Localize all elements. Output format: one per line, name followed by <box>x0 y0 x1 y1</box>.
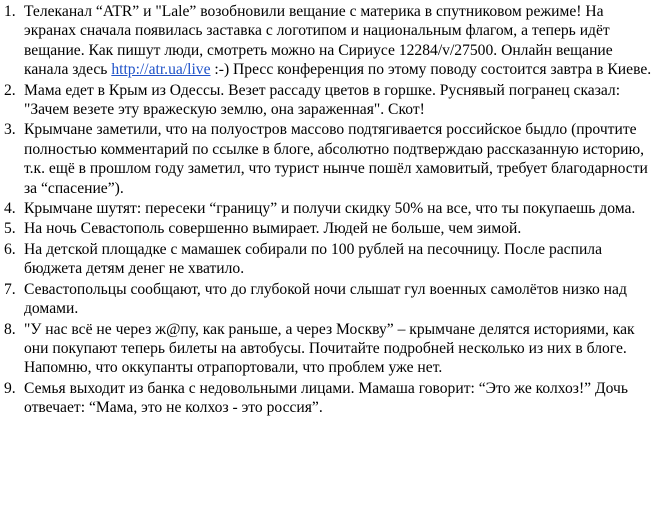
item-number: 3. <box>4 121 16 139</box>
item-text: Крымчане заметили, что на полуостров массово подтягивается российское быдло (прочтите полностью комментарий по ссылке в блоге, абсолютно подтверждаю рассказанную историю, т.к. ещё в прошлом году заметил, что турист нынче пошёл хамовитый, требует благодарности за “спасение”). <box>24 121 648 197</box>
list-item-7 <box>0 280 663 319</box>
item-text: На детской площадке с мамашек собирали по 100 рублей на песочницу. После распила бюджета детям денег не хватило. <box>24 240 602 278</box>
item-number: 8. <box>4 320 16 338</box>
item-text: На ночь Севастополь совершенно вымирает. Людей не больше, чем зимой. <box>24 220 522 238</box>
item-text: Семья выходит из банка с недовольными лицами. Мамаша говорит: “Это же колхоз!” Дочь отвечает: “Мама, это не колхоз - это россия”. <box>24 379 628 417</box>
item-text-before-link: Телеканал “ATR” и "Lale” возобновили вещание с материка в спутниковом режиме! На экранах сначала появилась заставка с логотипом и национальным флагом, а теперь идёт вещание. Как пишут люди, смотреть можно на Сириусе 12284/v/27500. Онлайн вещание канала здесь <box>24 3 613 79</box>
item-number: 1. <box>4 3 16 20</box>
item-text <box>24 3 651 78</box>
item-text: Мама едет в Крым из Одессы. Везет рассаду цветов в горшке. Руснявый погранец сказал: "Зачем везете эту вражескую землю, она зараженная". Скот! <box>24 81 621 119</box>
list-item-4 <box>0 199 663 218</box>
item-number: 7. <box>4 280 16 298</box>
item-text: "У нас всё не через ж@пу, как раньше, а через Москву” – крымчане делятся историями, как они покупают теперь билеты на автобусы. Почитайте подробней несколько из них в блоге. Напомню, что оккупанты отрапортовали, что проблем уже нет. <box>24 320 635 377</box>
news-list <box>0 2 663 419</box>
list-item-9 <box>0 379 663 418</box>
item-number: 6. <box>4 240 16 258</box>
item-number: 9. <box>4 379 16 397</box>
item-text: Севастопольцы сообщают, что до глубокой ночи слышат гул военных самолётов низко над домами. <box>24 280 627 318</box>
atr-live-link[interactable]: http://atr.ua/live <box>111 61 211 79</box>
item-number: 5. <box>4 220 16 238</box>
list-item-8 <box>0 320 663 378</box>
list-item-3 <box>0 120 663 198</box>
item-number: 4. <box>4 200 16 218</box>
item-text: Крымчане шутят: пересеки “границу” и получи скидку 50% на все, что ты покупаешь дома. <box>24 200 636 218</box>
list-item-5 <box>0 219 663 238</box>
list-item-6 <box>0 240 663 279</box>
item-text-after-link: :-) Пресс конференция по этому поводу состоится завтра в Киеве. <box>210 61 652 79</box>
item-number: 2. <box>4 81 16 99</box>
list-item-1 <box>0 2 663 80</box>
list-item-2 <box>0 81 663 120</box>
